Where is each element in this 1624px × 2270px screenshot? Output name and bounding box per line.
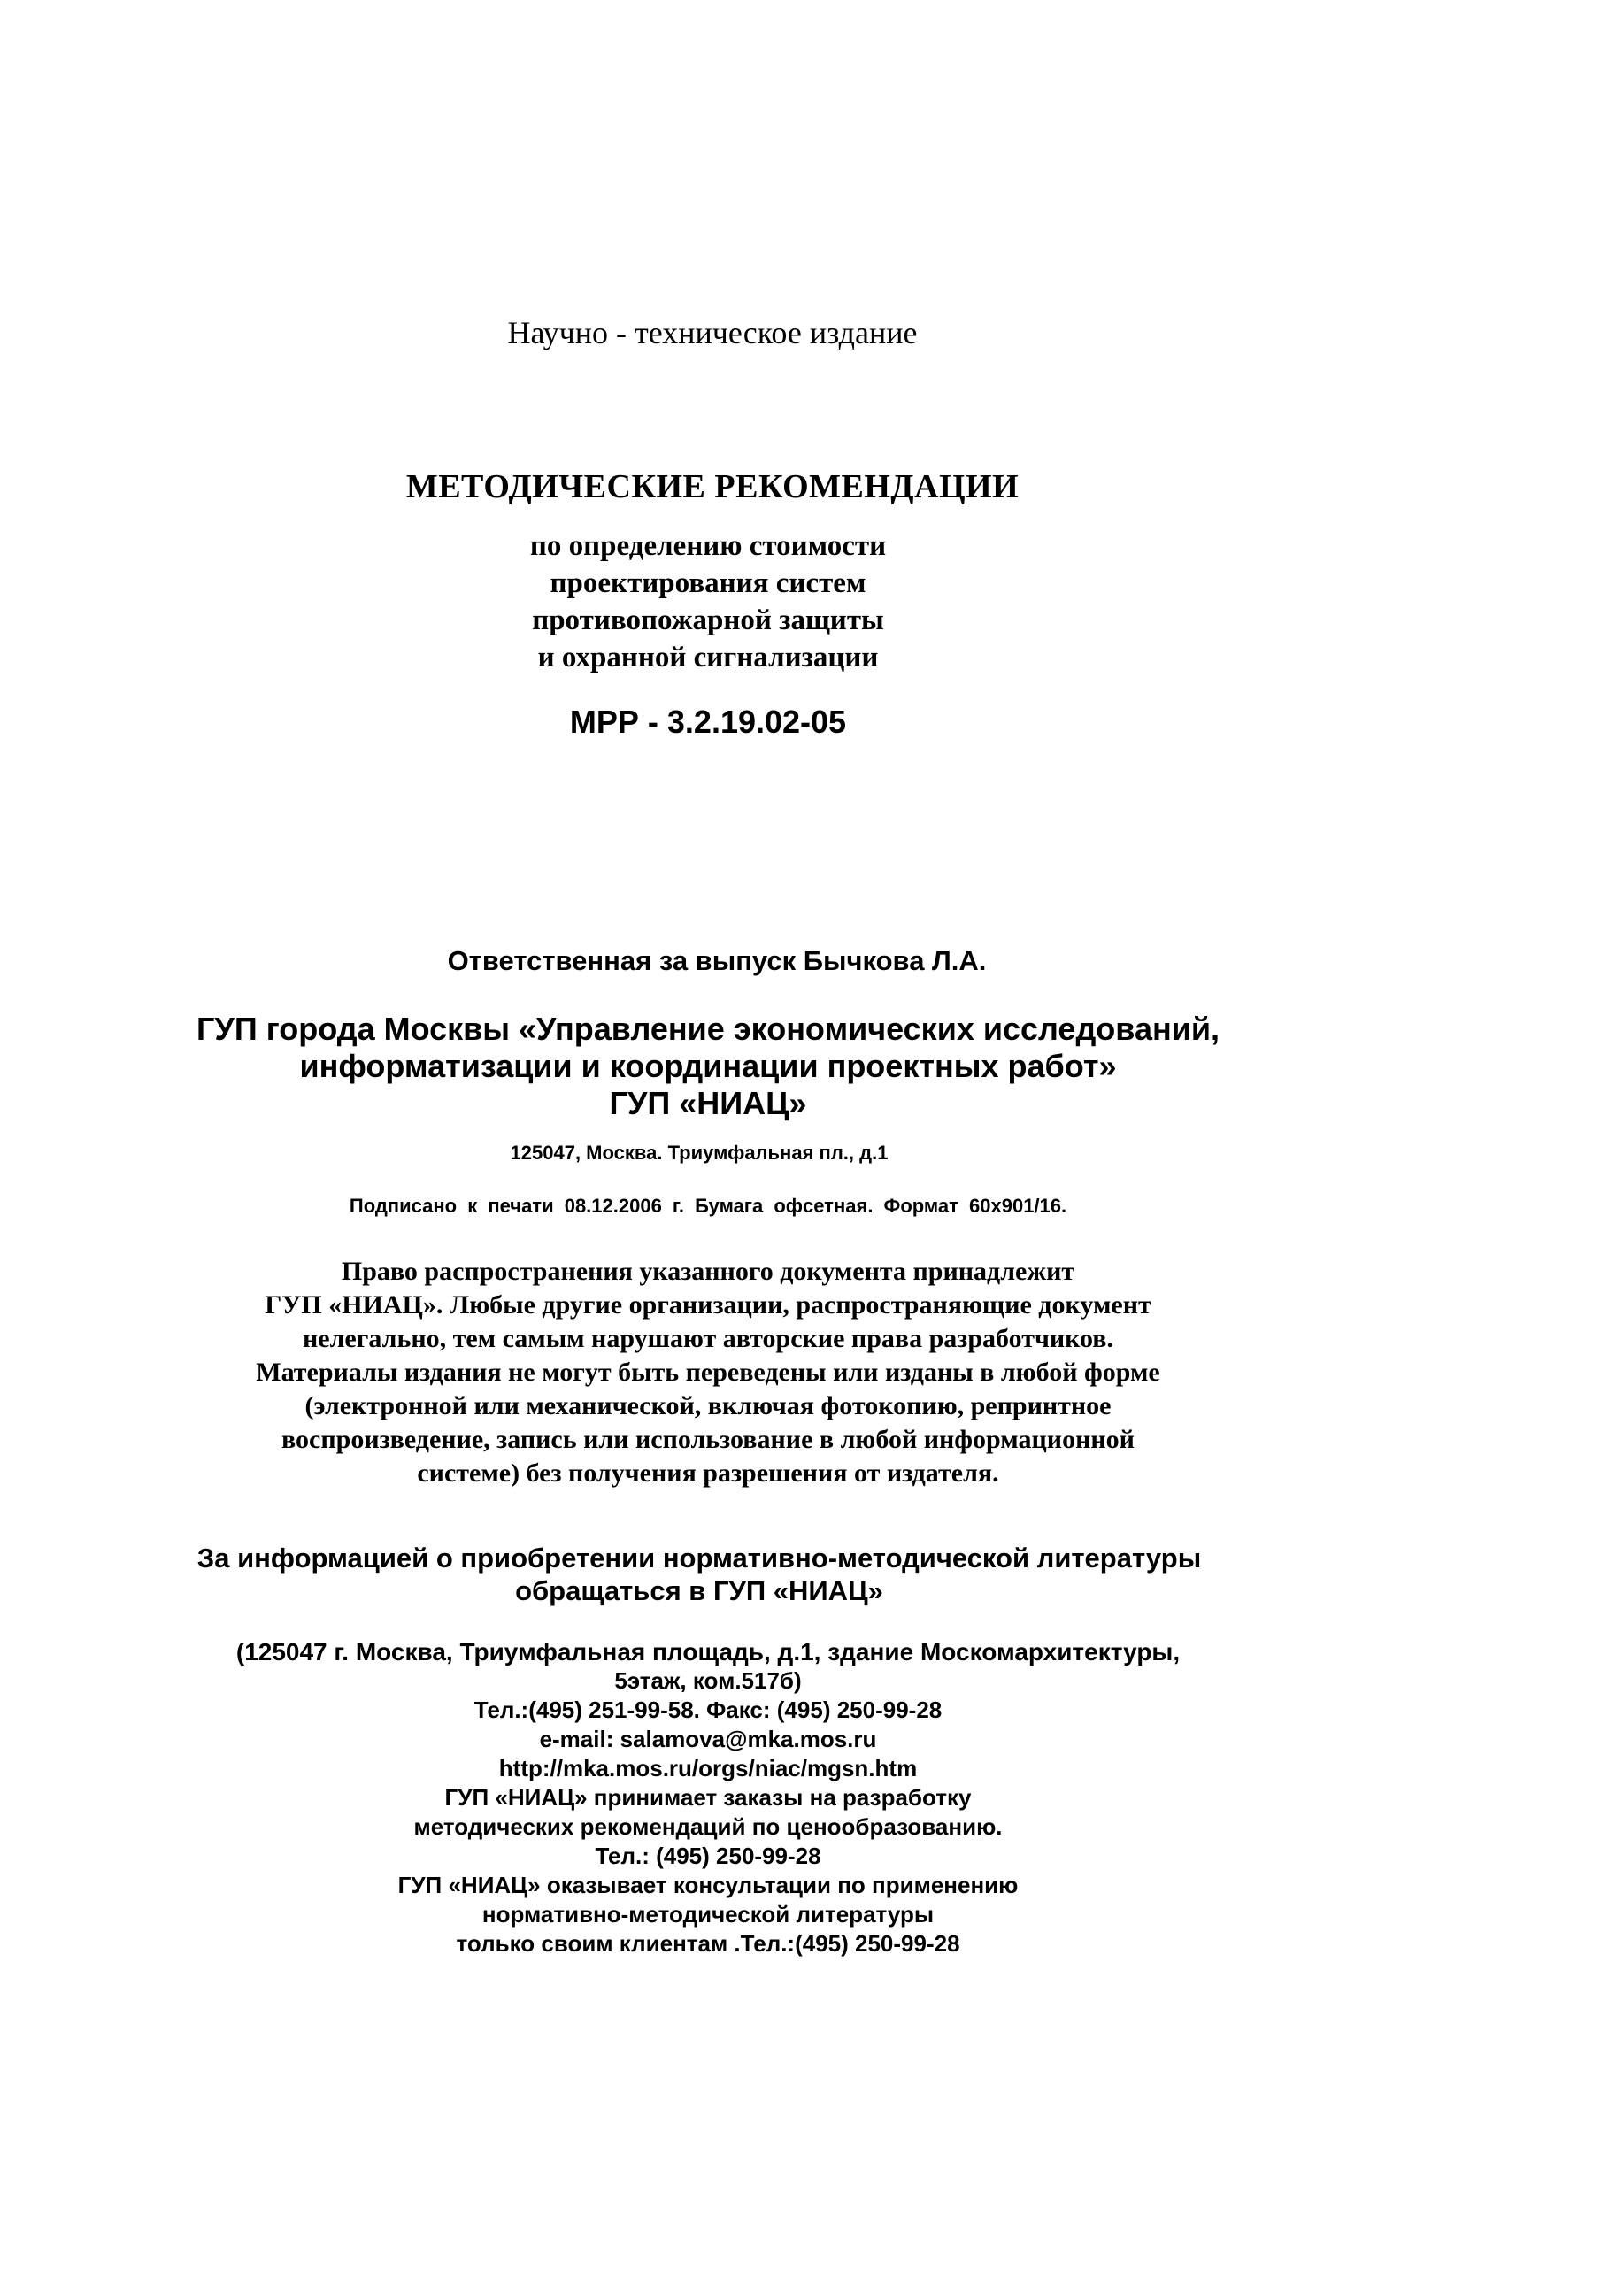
edition-type: Научно - техническое издание bbox=[507, 315, 918, 350]
copyright-line: Право распространения указанного документа принадлежит bbox=[341, 1257, 1075, 1286]
subtitle-line: проектирования систем bbox=[550, 567, 866, 599]
contact-line: нормативно-методической литературы bbox=[481, 1901, 935, 1928]
contact-line: ГУП «НИАЦ» оказывает консультации по применению bbox=[397, 1872, 1019, 1898]
contact-line: ГУП «НИАЦ» принимает заказы на разработку bbox=[444, 1784, 972, 1811]
copyright-line: ГУП «НИАЦ». Любые другие организации, распространяющие документ bbox=[265, 1290, 1151, 1320]
publisher-line: ГУП города Москвы «Управление экономических исследований, bbox=[196, 1011, 1220, 1047]
copyright-line: воспроизведение, запись или использование в любой информационной bbox=[281, 1425, 1135, 1454]
copyright-line: системе) без получения разрешения от издателя. bbox=[417, 1458, 999, 1488]
info-heading-line: За информацией о приобретении нормативно-методической литературы bbox=[196, 1543, 1202, 1574]
contact-email: e-mail: salamova@mka.mos.ru bbox=[539, 1726, 877, 1752]
contact-info bbox=[195, 1637, 1221, 1958]
responsible-editor: Ответственная за выпуск Бычкова Л.А. bbox=[447, 945, 987, 976]
document-code: МРР - 3.2.19.02-05 bbox=[569, 704, 847, 740]
publisher-line: информатизации и координации проектных работ» bbox=[299, 1048, 1117, 1084]
info-heading bbox=[177, 1542, 1221, 1607]
info-heading-line: обращаться в ГУП «НИАЦ» bbox=[515, 1575, 883, 1606]
subtitle-line: по определению стоимости bbox=[529, 530, 887, 562]
copyright-line: нелегально, тем самым нарушают авторские права разработчиков. bbox=[302, 1324, 1113, 1353]
contact-line: методических рекомендаций по ценообразованию. bbox=[413, 1813, 1003, 1840]
document-subtitle bbox=[354, 527, 1062, 676]
publisher-line: ГУП «НИАЦ» bbox=[609, 1085, 807, 1121]
contact-line: только своим клиентам .Тел.:(495) 250-99-28 bbox=[456, 1930, 960, 1957]
copyright-notice bbox=[177, 1255, 1239, 1490]
copyright-line: Материалы издания не могут быть переведены или изданы в любой форме bbox=[256, 1358, 1160, 1387]
document-title: МЕТОДИЧЕСКИЕ РЕКОМЕНДАЦИИ bbox=[405, 468, 1020, 505]
publisher-name bbox=[159, 1011, 1257, 1122]
print-info: Подписано к печати 08.12.2006 г. Бумага офсетная. Формат 60х901/16. bbox=[349, 1195, 1067, 1217]
contact-phone: Тел.: (495) 250-99-28 bbox=[595, 1843, 821, 1869]
publisher-address: 125047, Москва. Триумфальная пл., д.1 bbox=[510, 1142, 889, 1164]
subtitle-line: противопожарной защиты bbox=[532, 604, 884, 636]
contact-website: http://mka.mos.ru/orgs/niac/mgsn.htm bbox=[498, 1755, 918, 1781]
copyright-line: (электронной или механической, включая фотокопию, репринтное bbox=[304, 1391, 1112, 1420]
subtitle-line: и охранной сигнализации bbox=[537, 642, 879, 673]
contact-phone-fax: Тел.:(495) 251-99-58. Факс: (495) 250-99-28 bbox=[473, 1697, 943, 1723]
contact-address-line: (125047 г. Москва, Триумфальная площадь, д.1, здание Москомархитектуры, bbox=[235, 1638, 1181, 1666]
contact-room-line: 5этаж, ком.517б) bbox=[614, 1667, 802, 1694]
